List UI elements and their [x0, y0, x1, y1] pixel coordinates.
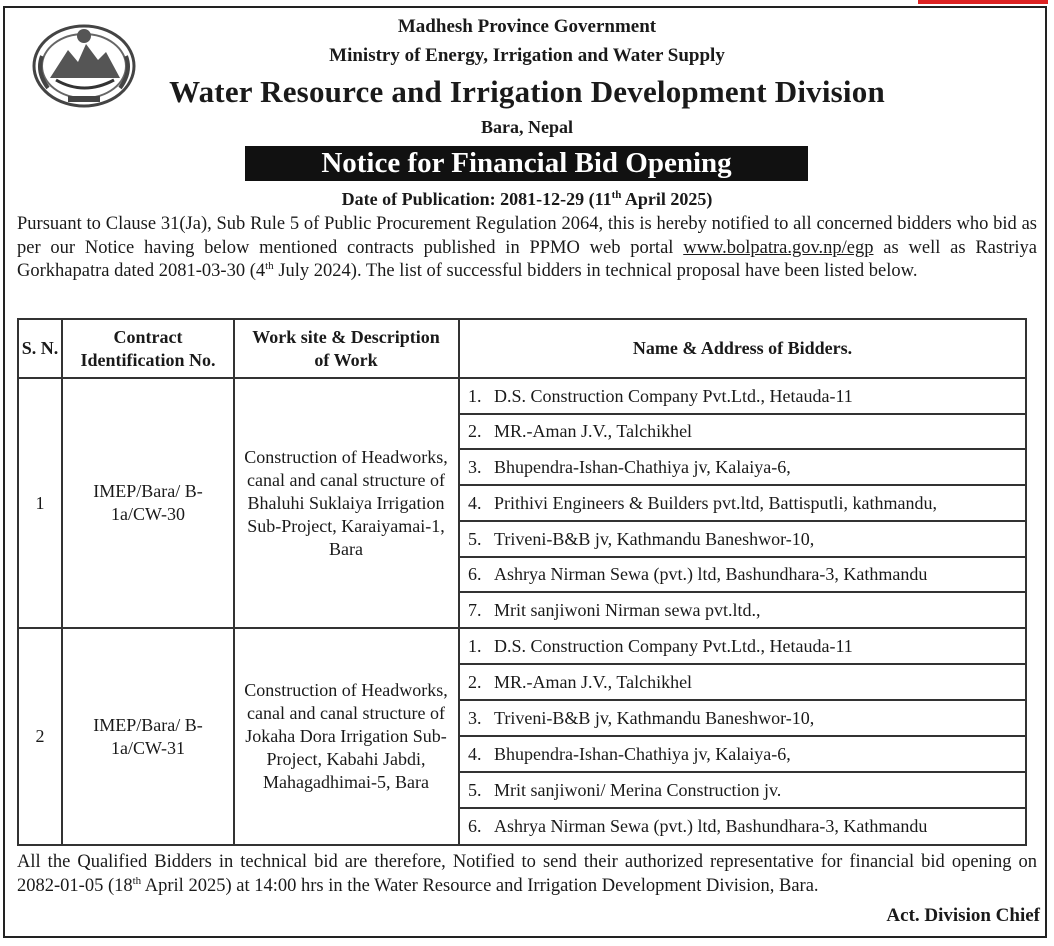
bidder-number: 1.: [468, 635, 482, 656]
bidder-name: Ashrya Nirman Sewa (pvt.) ltd, Bashundhara-3, Kathmandu: [494, 816, 928, 836]
row1-work: Construction of Headworks, canal and canal structure of Bhaluhi Suklaiya Irrigation Sub-Project, Karaiyamai-1, Bara: [244, 446, 448, 559]
bidder-row: [460, 557, 1025, 592]
bidder-row: [460, 808, 1025, 845]
publication-date: Date of Publication: 2081-12-29 (11th April 2025): [341, 189, 713, 209]
division-title: Water Resource and Irrigation Development Division: [169, 74, 885, 109]
row2-sn: 2: [35, 726, 45, 746]
bidder-number: 4.: [468, 743, 482, 764]
bidder-number: 5.: [468, 528, 482, 549]
bidder-number: 2.: [468, 671, 482, 692]
row1-contract: IMEP/Bara/ B-1a/CW-30: [93, 481, 203, 524]
bidder-number: 3.: [468, 707, 482, 728]
bidder-row: [460, 414, 1025, 449]
closing-paragraph: All the Qualified Bidders in technical bid are therefore, Notified to send their authorized representative for financial bid opening on 2082-01-05 (18th April 2025) at 14:00 hrs in the Water Resource and Irrigation Development Division, Bara.: [17, 852, 1037, 896]
bidder-row: [460, 485, 1025, 521]
bidder-row: [460, 449, 1025, 485]
bidder-number: 4.: [468, 492, 482, 513]
bolpatra-link[interactable]: www.bolpatra.gov.np/egp: [683, 237, 874, 258]
header-contract: Contract Identification No.: [80, 326, 216, 370]
bidder-name: Triveni-B&B jv, Kathmandu Baneshwor-10,: [494, 528, 815, 549]
bidder-row: [460, 736, 1025, 772]
bidder-number: 7.: [468, 599, 482, 620]
bidder-row: [460, 521, 1025, 557]
bidder-name: Bhupendra-Ishan-Chathiya jv, Kalaiya-6,: [494, 456, 791, 477]
bidder-name: D.S. Construction Company Pvt.Ltd., Hetauda-11: [494, 385, 853, 406]
row2-contract: IMEP/Bara/ B-1a/CW-31: [93, 714, 203, 758]
bidder-number: 5.: [468, 779, 482, 800]
bidder-number: 2.: [468, 421, 482, 441]
bidder-name: Mrit sanjiwoni Nirman sewa pvt.ltd.,: [494, 599, 761, 620]
bidder-name: MR.-Aman J.V., Talchikhel: [494, 421, 693, 441]
bidder-name: Ashrya Nirman Sewa (pvt.) ltd, Bashundhara-3, Kathmandu: [494, 564, 928, 584]
bidder-row: [460, 772, 1025, 808]
notice-banner: Notice for Financial Bid Opening: [245, 146, 808, 181]
bidder-row: [460, 592, 1025, 628]
header-work: Work site & Description of Work: [252, 326, 440, 370]
signature: Act. Division Chief: [886, 905, 1040, 926]
accent-tab: [918, 0, 1048, 4]
bidder-name: MR.-Aman J.V., Talchikhel: [494, 671, 693, 692]
location: Bara, Nepal: [481, 117, 573, 137]
bidder-name: Triveni-B&B jv, Kathmandu Baneshwor-10,: [494, 707, 815, 728]
bidders-table: [17, 318, 1027, 846]
bidder-row: [460, 628, 1025, 664]
intro-paragraph: Pursuant to Clause 31(Ja), Sub Rule 5 of Public Procurement Regulation 2064, this is hereby notified to all concerned bidders who bid as per our Notice having below mentioned contracts published in PPMO web portal www.bolpatra.gov.np/egp as well as Rastriya Gorkhapatra dated 2081-03-30 (4th July 2024). The list of successful bidders in technical proposal have been listed below.: [17, 214, 1037, 281]
bidder-name: D.S. Construction Company Pvt.Ltd., Hetauda-11: [494, 635, 853, 656]
header-bidders: Name & Address of Bidders.: [632, 338, 853, 358]
bidder-name: Bhupendra-Ishan-Chathiya jv, Kalaiya-6,: [494, 743, 791, 764]
bidder-row: [460, 664, 1025, 700]
bidder-row: [460, 700, 1025, 736]
ministry-name: Ministry of Energy, Irrigation and Water Supply: [329, 45, 725, 66]
bidder-row: [460, 378, 1025, 414]
header-sn: S. N.: [21, 338, 59, 358]
bidder-name: Prithivi Engineers & Builders pvt.ltd, Battisputli, kathmandu,: [494, 492, 937, 513]
bidder-number: 6.: [468, 564, 482, 584]
bidder-number: 3.: [468, 456, 482, 477]
government-name: Madhesh Province Government: [397, 16, 657, 37]
bidder-name: Mrit sanjiwoni/ Merina Construction jv.: [494, 779, 782, 800]
bidder-number: 1.: [468, 385, 482, 406]
row2-work: Construction of Headworks, canal and canal structure of Jokaha Dora Irrigation Sub-Project, Kabahi Jabdi, Mahagadhimai-5, Bara: [244, 680, 448, 792]
row1-sn: 1: [35, 492, 45, 513]
bidder-number: 6.: [468, 816, 482, 836]
